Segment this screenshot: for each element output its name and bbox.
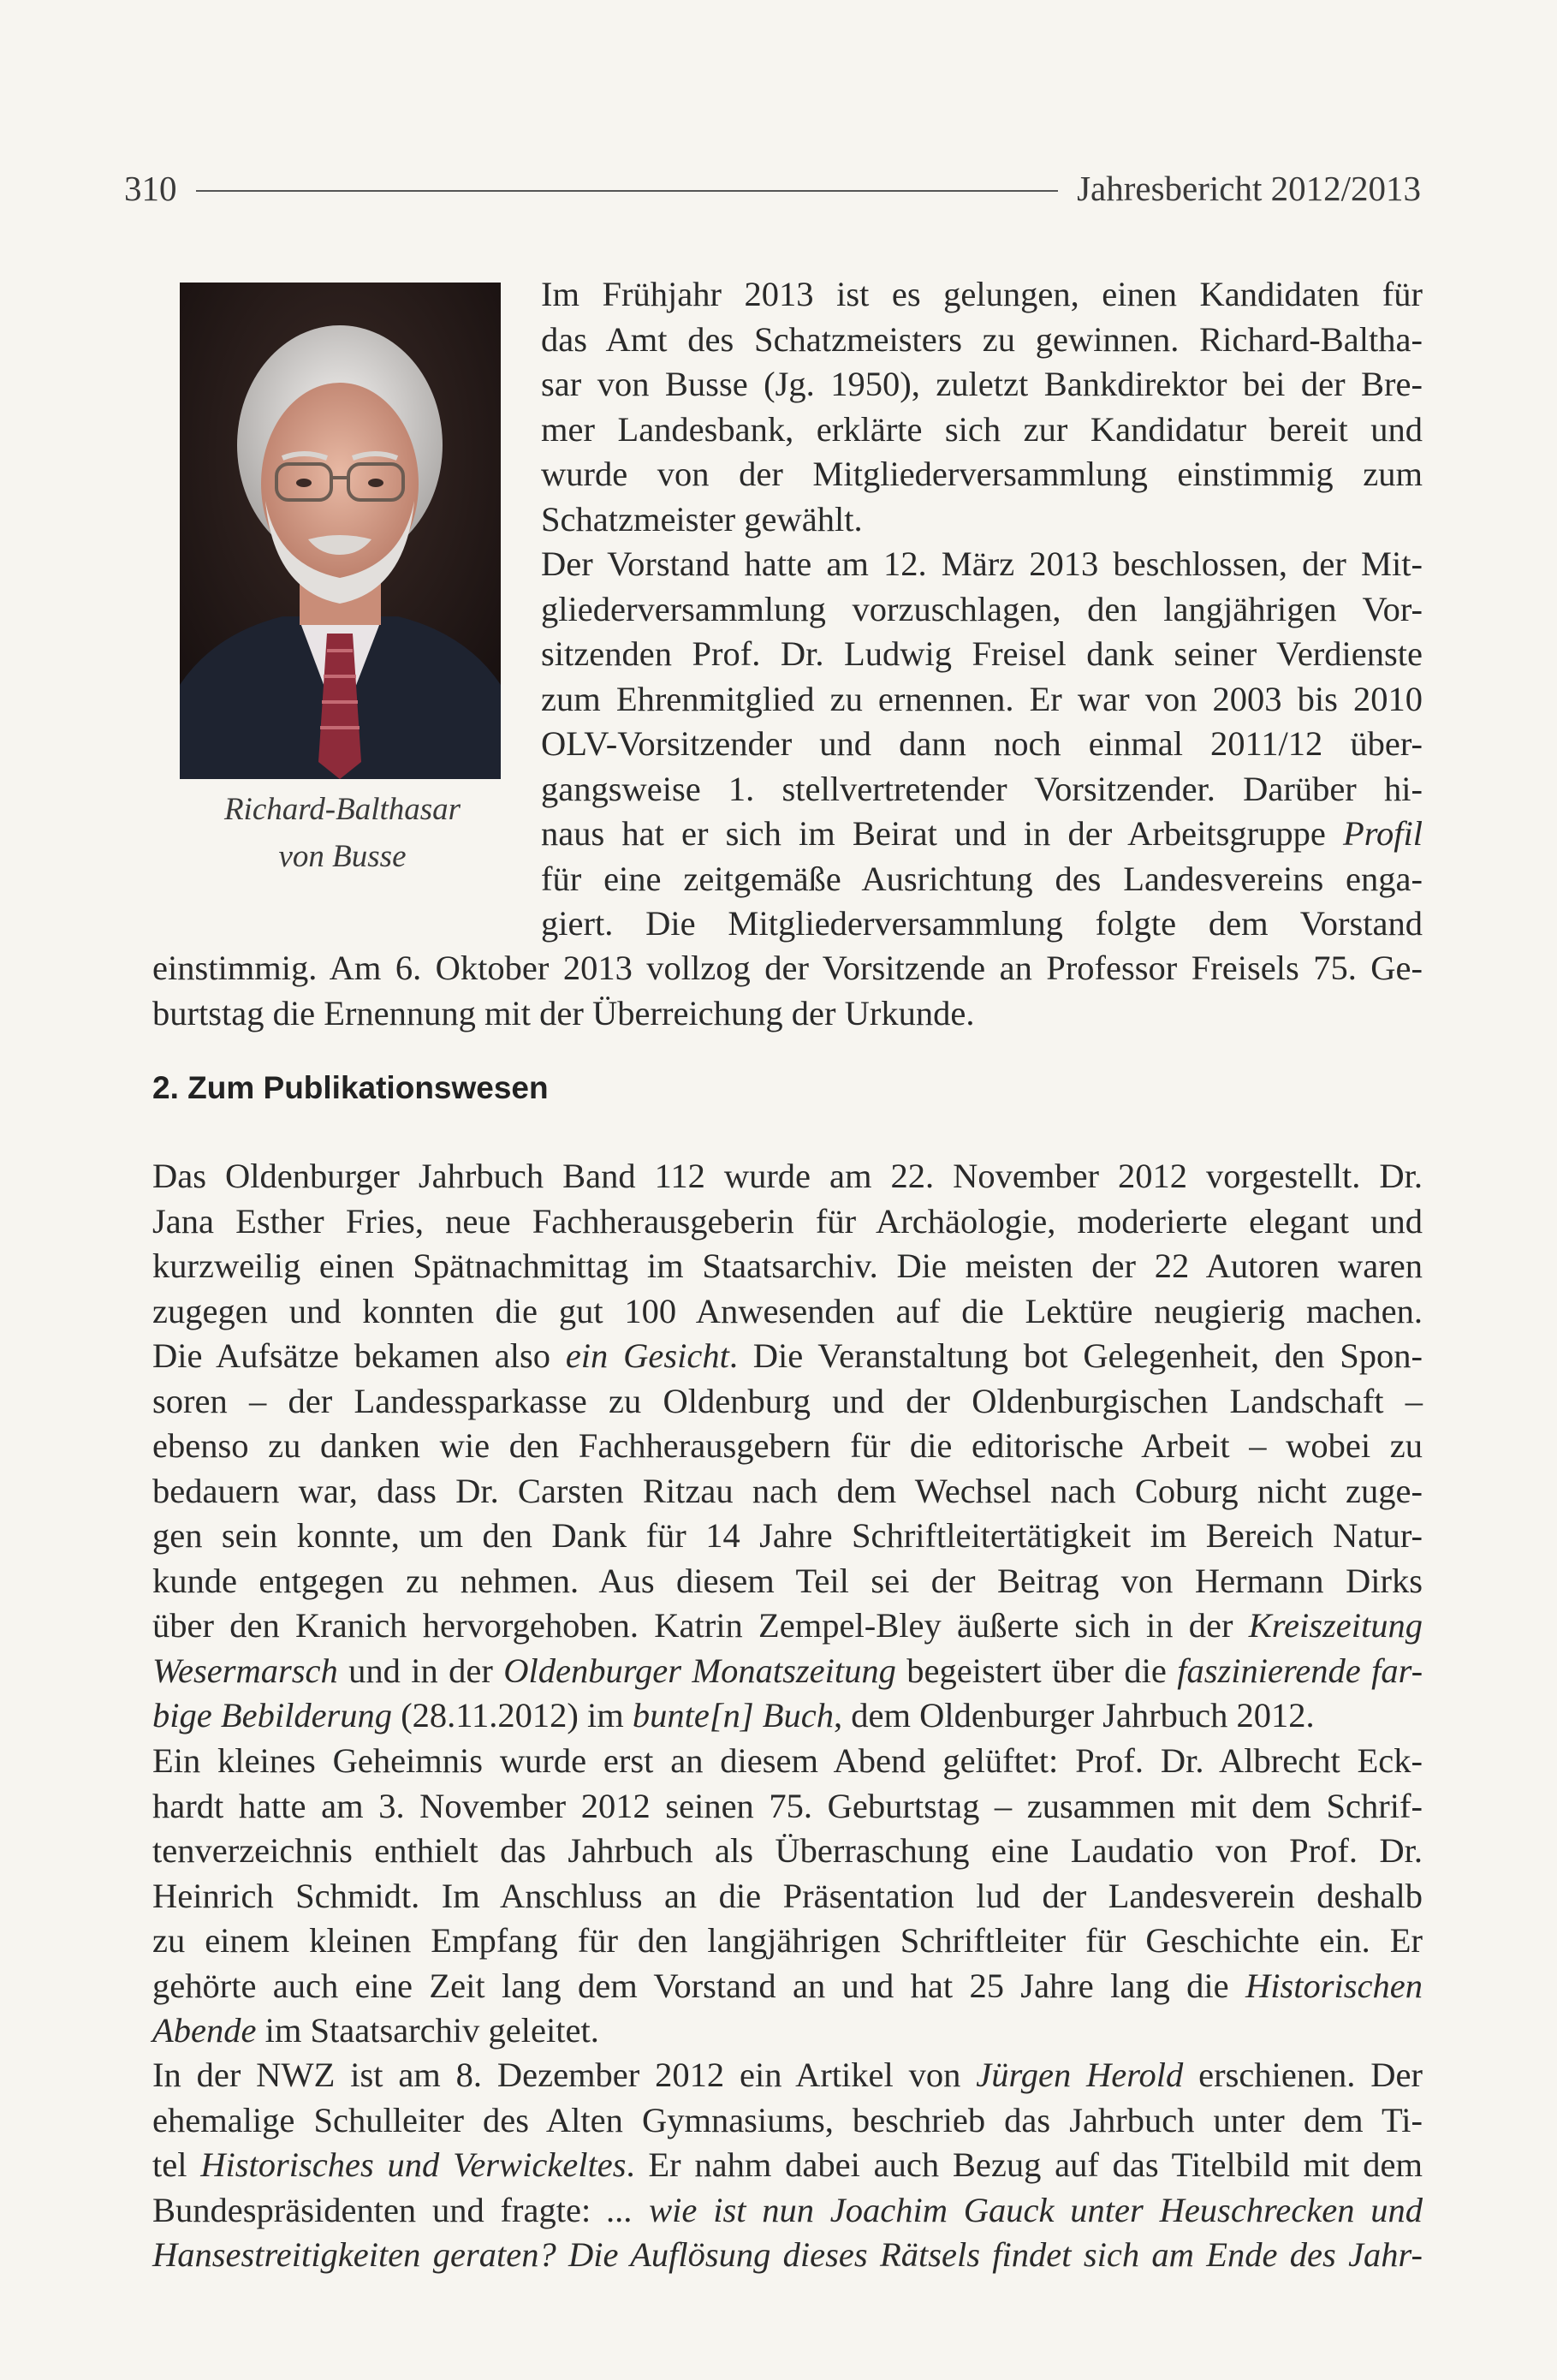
- text-line: OLV-Vorsitzender und dann noch einmal 2011/12 über-: [541, 724, 1423, 763]
- text-line: giert. Die Mitgliederversammlung folgte dem Vorstand: [541, 904, 1423, 943]
- intro-paragraph-continued: [152, 946, 1423, 1036]
- text-line: hardt hatte am 3. November 2012 seinen 75. Geburtstag – zusammen mit dem Schrif-: [152, 1786, 1423, 1825]
- text-fragment: tel: [152, 2145, 187, 2184]
- section-heading: 2. Zum Publikationswesen: [152, 1070, 549, 1105]
- italic-quote: ein Gesicht: [565, 1336, 729, 1375]
- text-fragment: über den Kranich hervorgehoben. Katrin Zempel-Bley äußerte sich in der: [152, 1606, 1233, 1645]
- text-line: [152, 1604, 1423, 1649]
- text-line: soren – der Landessparkasse zu Oldenburg und der Oldenburgischen Landschaft –: [152, 1381, 1423, 1420]
- text-line: [152, 2188, 1423, 2234]
- italic-title: Kreiszeitung: [1248, 1606, 1423, 1645]
- text-line: Ein kleines Geheimnis wurde erst an diesem Abend gelüftet: Prof. Dr. Albrecht Eck-: [152, 1741, 1423, 1780]
- caption-line-2: von Busse: [278, 839, 407, 874]
- text-line: für eine zeitgemäße Ausrichtung des Landesvereins enga-: [541, 859, 1423, 898]
- text-line: Das Oldenburger Jahrbuch Band 112 wurde am 22. November 2012 vorgestellt. Dr.: [152, 1157, 1423, 1195]
- header-rule: [196, 190, 1059, 192]
- italic-quote: faszinierende far-: [1177, 1651, 1423, 1690]
- text-line: kurzweilig einen Spätnachmittag im Staatsarchiv. Die meisten der 22 Autoren waren: [152, 1247, 1423, 1285]
- text-line: [152, 2008, 1423, 2054]
- italic-title: Profil: [1343, 814, 1423, 853]
- text-line: sar von Busse (Jg. 1950), zuletzt Bankdirektor bei der Bre-: [541, 365, 1423, 403]
- text-line: gen sein konnte, um den Dank für 14 Jahre Schriftleitertätigkeit im Bereich Natur-: [152, 1516, 1423, 1555]
- caption-line-1: Richard-Balthasar: [223, 792, 461, 827]
- text-line: Jana Esther Fries, neue Fachherausgeberin für Archäologie, moderierte elegant und: [152, 1201, 1423, 1241]
- italic-title: Historischen: [1245, 1966, 1423, 2005]
- text-fragment: begeistert über die: [906, 1651, 1167, 1690]
- text-fragment: (28.11.2012) im: [401, 1696, 624, 1734]
- italic-quote: ... wie ist nun Joachim Gauck unter Heuschrecken und: [607, 2190, 1423, 2229]
- text-line: [541, 812, 1423, 857]
- portrait-photo: [180, 283, 501, 779]
- text-fragment: gehörte auch eine Zeit lang dem Vorstand an und hat 25 Jahre lang die: [152, 1966, 1229, 2005]
- text-line: ebenso zu danken wie den Fachherausgebern für die editorische Arbeit – wobei zu: [152, 1426, 1423, 1465]
- italic-name: Jürgen Herold: [976, 2056, 1184, 2094]
- figure-caption: [163, 786, 522, 880]
- text-line: Der Vorstand hatte am 12. März 2013 beschlossen, der Mit-: [541, 544, 1423, 583]
- italic-title: Historisches und Verwickeltes: [200, 2145, 627, 2184]
- text-fragment: naus hat er sich im Beirat und in der Arbeitsgruppe: [541, 814, 1326, 853]
- text-line: [152, 1964, 1423, 2009]
- italic-title: Oldenburger Monatszeitung: [503, 1651, 896, 1690]
- text-fragment: im Staatsarchiv geleitet.: [264, 2011, 599, 2050]
- text-line: bedauern war, dass Dr. Carsten Ritzau nach dem Wechsel nach Coburg nicht zuge-: [152, 1471, 1423, 1510]
- text-line: tenverzeichnis enthielt das Jahrbuch als Überraschung eine Laudatio von Prof. Dr.: [152, 1831, 1423, 1870]
- text-line: Im Frühjahr 2013 ist es gelungen, einen Kandidaten für: [541, 275, 1423, 313]
- text-fragment: In der NWZ ist am 8. Dezember 2012 ein Artikel von: [152, 2056, 961, 2094]
- text-line: gliederversammlung vorzuschlagen, den langjährigen Vor-: [541, 589, 1423, 628]
- text-line: kunde entgegen zu nehmen. Aus diesem Teil sei der Beitrag von Hermann Dirks: [152, 1561, 1423, 1600]
- paragraph-jahrbuch: [152, 1154, 1423, 1739]
- text-fragment: Die Aufsätze bekamen also: [152, 1336, 551, 1375]
- paragraph-eckhardt: [152, 1739, 1423, 2054]
- text-fragment: . Er nahm dabei auch Bezug auf das Titelbild mit dem: [626, 2145, 1423, 2184]
- text-fragment: erschienen. Der: [1198, 2056, 1423, 2094]
- text-line: einstimmig. Am 6. Oktober 2013 vollzog der Vorsitzende an Professor Freisels 75. Ge-: [152, 949, 1423, 987]
- text-line: [152, 2143, 1423, 2188]
- text-line: zugegen und konnten die gut 100 Anwesenden auf die Lektüre neugierig machen.: [152, 1291, 1423, 1330]
- text-line: zum Ehrenmitglied zu ernennen. Er war von 2003 bis 2010: [541, 679, 1423, 718]
- text-line: [152, 2233, 1423, 2278]
- text-line: Schatzmeister gewählt.: [541, 499, 863, 538]
- text-line: [152, 1693, 1423, 1739]
- text-line: ehemalige Schulleiter des Alten Gymnasiums, beschrieb das Jahrbuch unter dem Ti-: [152, 2100, 1423, 2139]
- intro-paragraph: [541, 272, 1423, 947]
- text-fragment: , dem Oldenburger Jahrbuch 2012.: [834, 1696, 1315, 1734]
- running-title: Jahresbericht 2012/2013: [1077, 169, 1421, 208]
- text-line: burtstag die Ernennung mit der Überreichung der Urkunde.: [152, 993, 975, 1032]
- text-line: gangsweise 1. stellvertretender Vorsitzender. Darüber hi-: [541, 769, 1423, 808]
- italic-quote: Hansestreitigkeiten geraten? Die Auflösung dieses Rätsels findet sich am Ende des Jahr-: [152, 2235, 1423, 2274]
- text-line: wurde von der Mitgliederversammlung einstimmig zum: [541, 455, 1423, 493]
- running-header: [124, 163, 1421, 214]
- text-fragment: . Die Veranstaltung bot Gelegenheit, den Spon-: [728, 1336, 1423, 1375]
- text-line: [152, 1649, 1423, 1694]
- paragraph-nwz: [152, 2053, 1423, 2278]
- page-number: 310: [124, 169, 177, 208]
- text-fragment: Bundespräsidenten und fragte:: [152, 2190, 591, 2229]
- portrait-figure: [180, 283, 501, 779]
- text-line: Heinrich Schmidt. Im Anschluss an die Präsentation lud der Landesverein deshalb: [152, 1876, 1423, 1915]
- text-line: zu einem kleinen Empfang für den langjährigen Schriftleiter für Geschichte ein. Er: [152, 1921, 1423, 1960]
- text-fragment: und in der: [348, 1651, 493, 1690]
- italic-title: Abende: [152, 2011, 257, 2050]
- italic-title: Wesermarsch: [152, 1651, 338, 1690]
- text-line: sitzenden Prof. Dr. Ludwig Freisel dank seiner Verdienste: [541, 634, 1423, 673]
- italic-quote: bige Bebilderung: [152, 1696, 393, 1734]
- text-line: [152, 2053, 1423, 2098]
- text-line: [152, 1334, 1423, 1379]
- text-line: das Amt des Schatzmeisters zu gewinnen. Richard-Baltha-: [541, 319, 1423, 359]
- italic-quote: bunte[n] Buch: [632, 1696, 835, 1734]
- text-line: mer Landesbank, erklärte sich zur Kandidatur bereit und: [541, 409, 1423, 449]
